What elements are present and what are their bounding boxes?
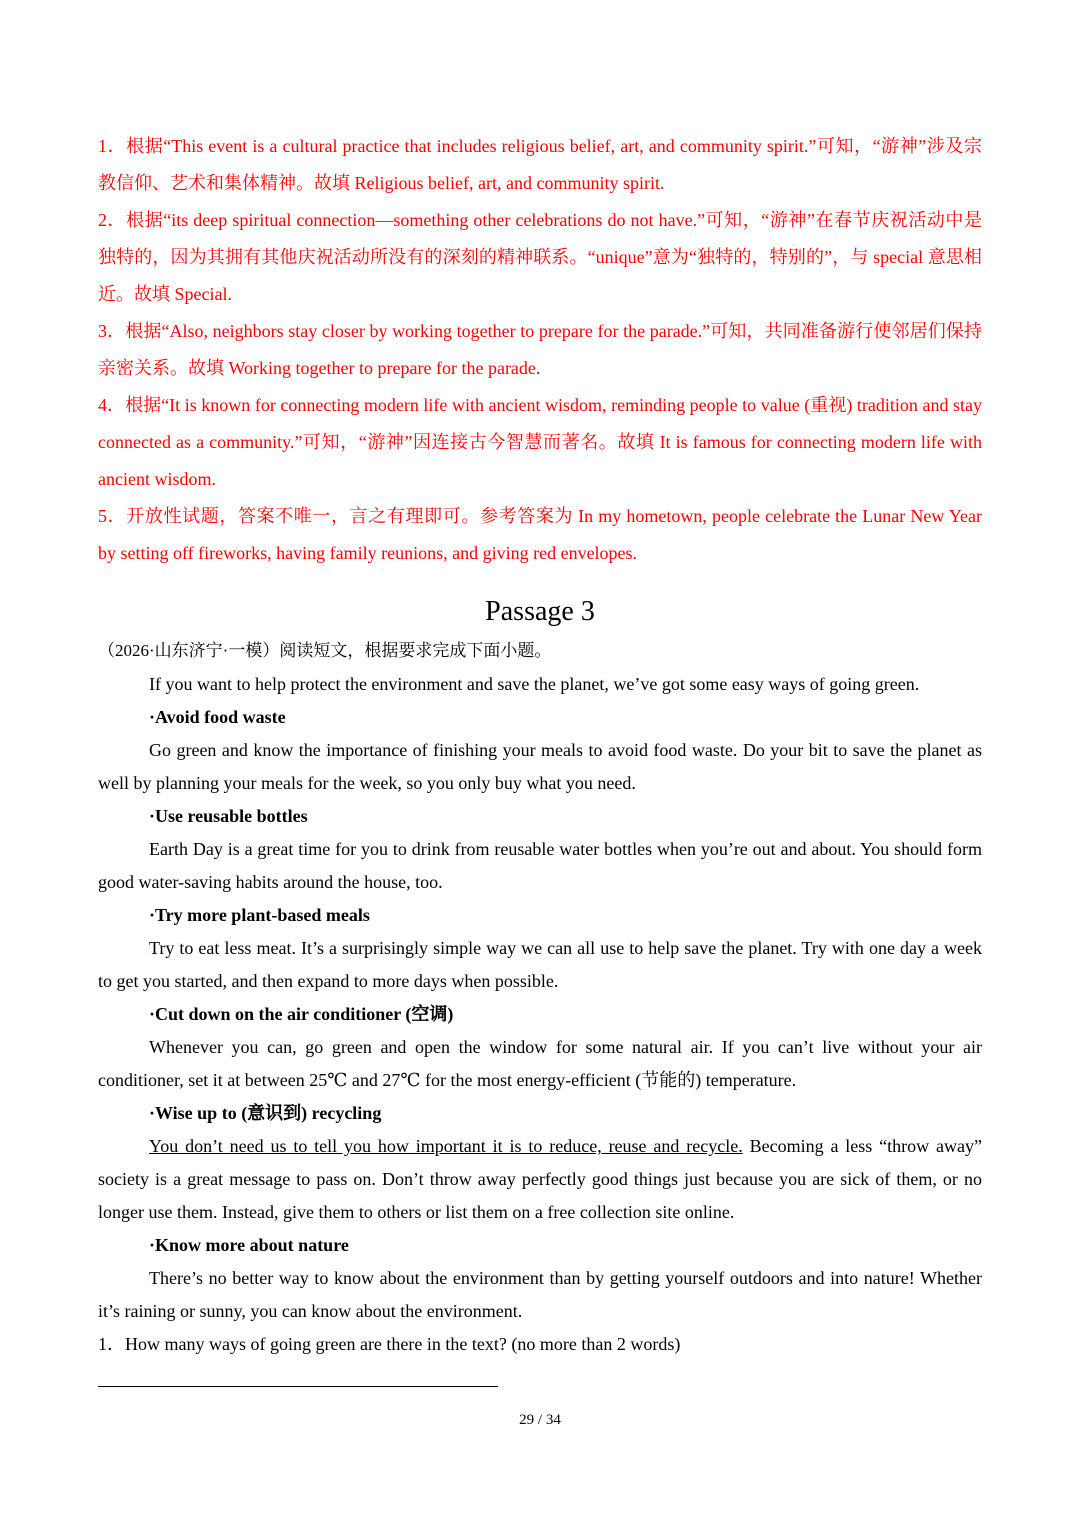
section-heading: ·Avoid food waste: [149, 707, 286, 727]
page-number: 29 / 34: [519, 1412, 561, 1428]
answer-4: 4．根据“It is known for connecting modern life with ancient wisdom, reminding people to value (重视) tradition and stay connected as a community.”可知，“游神”因连接古今智慧而著名。故填 It is famous for connecting modern life with ancient wisdom.: [98, 395, 982, 489]
answer-blank-line: [98, 1386, 498, 1387]
recycling-paragraph: [98, 1130, 982, 1229]
answer-5: 5．开放性试题，答案不唯一，言之有理即可。参考答案为 In my hometown, people celebrate the Lunar New Year by setting off fireworks, having family reunions, and giving red envelopes.: [98, 506, 982, 563]
nature-paragraph: There’s no better way to know about the environment than by getting yourself outdoors and into nature! Whether it’s raining or sunny, you can know about the environment.: [98, 1268, 982, 1321]
section-heading: ·Use reusable bottles: [149, 806, 308, 826]
section-text: Whenever you can, go green and open the window for some natural air. If you can’t live without your air conditioner, set it at between 25℃ and 27℃ for the most energy-efficient (节能的) temperature.: [98, 1037, 982, 1090]
section-heading: ·Try more plant-based meals: [149, 905, 370, 925]
underlined-sentence: You don’t need us to tell you how important it is to reduce, reuse and recycle.: [149, 1136, 743, 1156]
section-text: Earth Day is a great time for you to drink from reusable water bottles when you’re out and about. You should form good water-saving habits around the house, too.: [98, 839, 982, 892]
page-content: [98, 128, 982, 1361]
recycling-rest: Becoming a less “throw away” society is a great message to pass on. Don’t throw away perfectly good things just because you are sick of them, or no longer use them. Instead, give them to others or list them on a free collection site online.: [98, 1136, 982, 1222]
section-text: Go green and know the importance of finishing your meals to avoid food waste. Do your bit to save the planet as well by planning your meals for the week, so you only buy what you need.: [98, 740, 982, 793]
section-heading: ·Cut down on the air conditioner (空调): [149, 1004, 454, 1024]
answer-2: 2．根据“its deep spiritual connection—something other celebrations do not have.”可知，“游神”在春节庆祝活动中是独特的，因为其拥有其他庆祝活动所没有的深刻的精神联系。“unique”意为“独特的，特别的”，与 special 意思相近。故填 Special.: [98, 210, 982, 304]
recycling-heading: ·Wise up to (意识到) recycling: [149, 1103, 382, 1123]
intro-paragraph: If you want to help protect the environment and save the planet, we’ve got some easy ways of going green.: [149, 674, 920, 694]
answer-1: 1．根据“This event is a cultural practice that includes religious belief, art, and community spirit.”可知，“游神”涉及宗教信仰、艺术和集体精神。故填 Religious belief, art, and community spirit.: [98, 136, 982, 193]
source-line: （2026·山东济宁·一模）阅读短文，根据要求完成下面小题。: [98, 641, 552, 660]
nature-heading: ·Know more about nature: [149, 1235, 349, 1255]
answer-3: 3．根据“Also, neighbors stay closer by working together to prepare for the parade.”可知，共同准备游行使邻居们保持亲密关系。故填 Working together to prepare for the parade.: [98, 321, 982, 378]
passage-title: Passage 3: [485, 596, 595, 627]
question-1: 1．How many ways of going green are there in the text? (no more than 2 words): [98, 1334, 681, 1354]
section-text: Try to eat less meat. It’s a surprisingly simple way we can all use to help save the planet. Try with one day a week to get you started, and then expand to more days when possible.: [98, 938, 982, 991]
